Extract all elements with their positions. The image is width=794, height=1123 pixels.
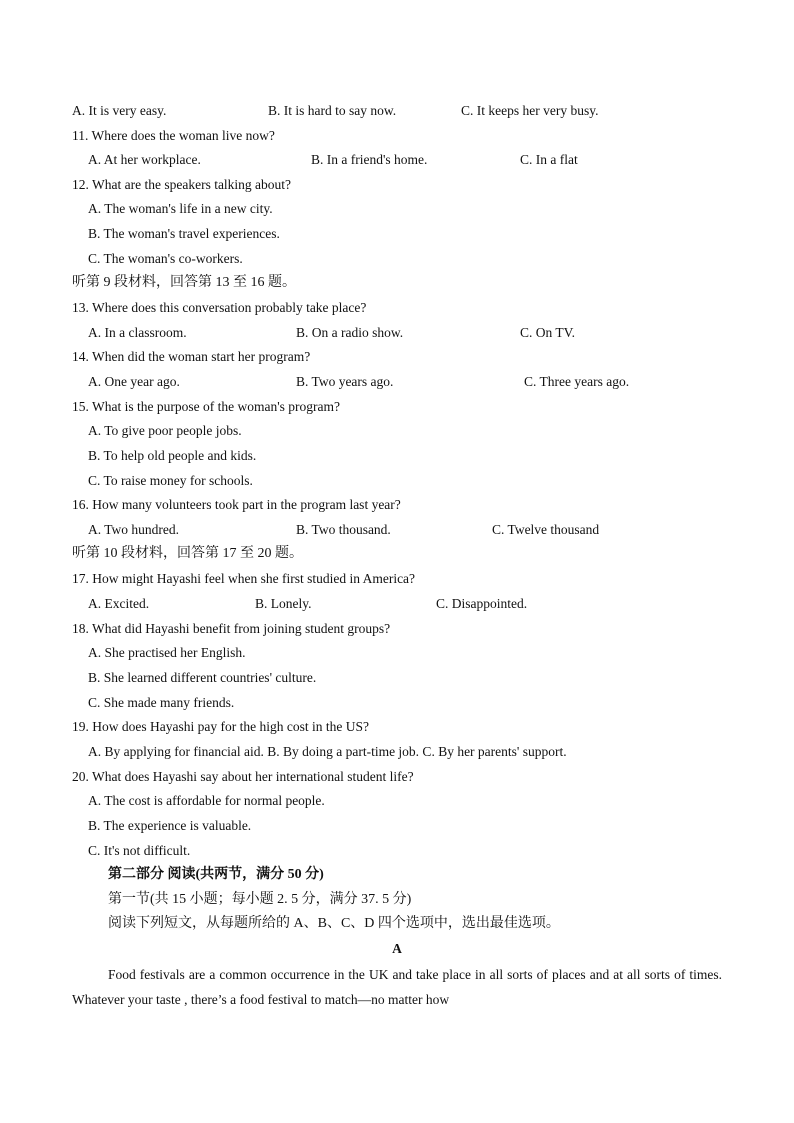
question-text: 18. What did Hayashi benefit from joining student groups? — [72, 621, 391, 636]
question-text: 17. How might Hayashi feel when she first studied in America? — [72, 571, 416, 586]
option-a: A. Two hundred. — [88, 522, 180, 537]
option-a: A. At her workplace. — [88, 152, 201, 167]
section-instruction: 听第 9 段材料，回答第 13 至 16 题。 — [72, 275, 296, 290]
option-text: A. The cost is affordable for normal people. — [88, 793, 325, 808]
part-two-title: 第二部分 阅读(共两节，满分 50 分) — [108, 867, 324, 882]
option-text: B. The experience is valuable. — [88, 818, 252, 833]
option-text: C. To raise money for schools. — [88, 473, 253, 488]
option-a: A. In a classroom. — [88, 325, 187, 340]
option-b: B. Lonely. — [255, 596, 312, 611]
option-b: B. Two years ago. — [296, 374, 394, 389]
option-c: C. Twelve thousand — [492, 522, 600, 537]
option-text: A. The woman's life in a new city. — [88, 201, 273, 216]
question-text: 14. When did the woman start her program? — [72, 349, 311, 364]
option-text: B. The woman's travel experiences. — [88, 226, 280, 241]
question-text: 12. What are the speakers talking about? — [72, 177, 292, 192]
question-text: 11. Where does the woman live now? — [72, 128, 275, 143]
reading-instruction: 阅读下列短文，从每题所给的 A、B、C、D 四个选项中，选出最佳选项。 — [108, 916, 560, 931]
option-text: B. To help old people and kids. — [88, 448, 257, 463]
question-text: 16. How many volunteers took part in the program last year? — [72, 497, 401, 512]
option-c: C. It keeps her very busy. — [461, 103, 599, 118]
question-text: 13. Where does this conversation probably take place? — [72, 300, 367, 315]
option-a: A. One year ago. — [88, 374, 180, 389]
option-b: B. In a friend's home. — [311, 152, 428, 167]
question-text: 20. What does Hayashi say about her international student life? — [72, 769, 414, 784]
option-b: B. On a radio show. — [296, 325, 404, 340]
option-c: C. In a flat — [520, 152, 578, 167]
option-text: C. It's not difficult. — [88, 843, 191, 858]
option-text: C. The woman's co-workers. — [88, 251, 243, 266]
option-a: A. Excited. — [88, 596, 150, 611]
option-text: B. She learned different countries' culture. — [88, 670, 317, 685]
question-text: 19. How does Hayashi pay for the high cost in the US? — [72, 719, 369, 734]
option-c: C. Disappointed. — [436, 596, 528, 611]
option-b: B. It is hard to say now. — [268, 103, 397, 118]
section-instruction: 听第 10 段材料，回答第 17 至 20 题。 — [72, 546, 303, 561]
section-one-title: 第一节(共 15 小题；每小题 2. 5 分，满分 37. 5 分) — [108, 892, 412, 907]
option-text: A. She practised her English. — [88, 645, 246, 660]
question-text: 15. What is the purpose of the woman's program? — [72, 399, 340, 414]
option-b: B. Two thousand. — [296, 522, 391, 537]
option-text: A. To give poor people jobs. — [88, 423, 242, 438]
passage-text: Food festivals are a common occurrence in the UK and take place in all sorts of places and at all sorts of times. Whatever your taste , there’s a food festival to match—no matter how — [72, 967, 722, 1007]
passage-label: A — [392, 941, 402, 956]
option-c: C. Three years ago. — [524, 374, 630, 389]
option-c: C. On TV. — [520, 325, 576, 340]
passage-paragraph — [72, 962, 722, 1012]
option-text: C. She made many friends. — [88, 695, 235, 710]
option-text: A. By applying for financial aid. B. By doing a part-time job. C. By her parents' support. — [88, 744, 567, 759]
option-a: A. It is very easy. — [72, 103, 167, 118]
